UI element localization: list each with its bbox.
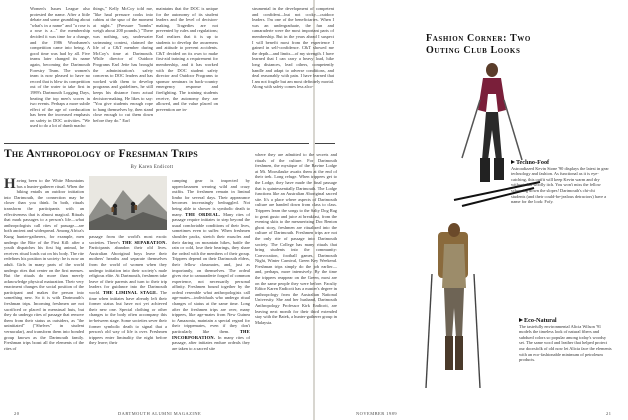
- top-column-3: maintains that the DOC is unique for the autonomy of its student leaders and the level of decision-making. Tragedies are not prevented by rules and regulations; Earl realizes that it is up to students to develop the awareness and attitude to prevent accidents. C&T decided on its own to make first-aid training a requirement for membership, and it has worked with the DOC student safety director and Outdoor Programs to sponsor seminars in back-country emergency response and firefighting. The training students receive, the autonomy they are allowed, and the value placed on prevention are in-: [156, 6, 218, 112]
- top-column-2: things," Kelly McCoy told me, "like haul pressure cooks into cabins at the spur of the moment at night." (Pressure "bombs" weigh about 200 pounds.) "There was nothing, say, underwater swimming contest, claimed the life of a C&T member during McCoy's time at Dartmouth. While director of Outdoor Programs Earl Jette has brought the administration's safety concerns to DOC leaders and has worked with them to develop programs and guidelines, he still keeps his distance from actual decision-making. He likes to say: "You give students enough rope to hang themselves by, then stand close enough to cut them down before they do." Earl: [93, 6, 153, 123]
- left-magazine-name: DARTMOUTH ALUMNI MAGAZINE: [118, 411, 202, 416]
- caption-eco-natural: [519, 318, 613, 408]
- arrow-icon: [511, 160, 515, 164]
- article-column-2: [89, 234, 167, 406]
- left-page-number: 20: [14, 411, 20, 416]
- article-col3-intro: camping gear is inspected by upperclassmen wearing wild and crazy outfits. The freshmen remain in liminal limbo for several days. Their appearance becomes increasingly bedraggled. Not being able to shower is symbolic death to many.: [172, 178, 250, 217]
- subhead-separation: THE SEPARATION.: [121, 239, 167, 245]
- article-column-3: [172, 178, 250, 404]
- top-column-4-visible: strumental in the development of competent and confident—but not cocky—outdoor leaders. I'm one of the beneficiaries. When I was an undergraduate, the fun and camaraderie were the most important parts of membership. But in the years ahead I suspect I will benefit most from the experience I gained in self-confidence. C&T showed me the depth—and limits—of my strength. I have learned that I can carry a heavy load, hike long distances, lead others, competently handle and adapt to adverse conditions, and deal reasonably with pain. I have learned that I am not fragile but am most definitely mortal. Along with safety comes less alco-: [252, 6, 334, 90]
- caption-techno-foof-title: Techno-Foof: [516, 159, 550, 166]
- caption-eco-natural-title: Eco-Natural: [524, 317, 557, 324]
- article-column-4-visible: where they are admitted to the secrets and rituals of the culture. For Dartmouth freshmen, the mystique of the Ravine Lodge at Mt. Moosilauke awaits them at the end of their trek. Long refuge. When trippees get to the Lodge, they have made the final passage that is quintessentially Dartmouth. The Lodge functions like an Australian Aboriginal sacred site. It's a place where aspects of Dartmouth culture are handed down from class to class. Trippees learn the songs to the Salty Dog Rag to great gusto and juice at breakfast, from the evening skits to the mesmerizing Doc Benton ghost story, freshmen are ritualized into the culture of Dartmouth. Freshmen trips are not the only rite of passage into Dartmouth society. The College has many rituals that bring students into the community: Convocation, football games, Dartmouth Night, Winter Carnival, Green Key Weekend. Freshman trips simply do the job earlier—and, perhaps, more intensively. By the time the trippees reappear on the Green, most are on the same people they were before. Faculty Editor Karen Endicott has a master's degree in anthropology from the Australian National University. She and her husband, Dartmouth Anthropology Professor Kirk Endicott, are leaving next month for their third extended stay with the Batek, a hunter-gatherer group in Malaysia.: [255, 152, 337, 325]
- hiking-illustration: [89, 176, 167, 230]
- top-column-1: Women's Issues League also protested the name. After a little debate and some grumbling about "what's in a name" and "a rose is a rose is a..." the membership decided it was time for a change, and the 1986 Woodsmen's competition came into being. A good time was had by all. Five teams later changed its name again, becoming the Dartmouth Forestry Team. The women's team is now pleased to have no record that is blew its competition out of the water to take first in 1989's Dartmouth Logging Days, beating the top men's scores in two events. Perhaps a more subtle effect of the age of coeducation has been the increased emphasis on safety in DOC activities. "We used to do a lot of dumb macho: [30, 6, 90, 129]
- article-col1-text: aving been to the White Mountains has a hunter-gatherer ritual. When the hiking entails an outdoor initiation into Dartmouth, the connection may be closer than you think. In both, rituals transform the participants with an effectiveness that is almost magical. Rituals that mark passages to a person's life—what anthropologists call rites of passage—are both ancient and widespread. Among Africa's Kung hunter-gatherers, for example, men undergo the Rite of the First Kill: after a youth dispatches his first big animal, he receives ritual loads cut on his body. The rite redefines his position in society: he is now an adult. Girls in many parts of the world undergo rites that center on the first menses. But the rituals do more than merely acknowledge physical maturation. Their very enactment changes the social position of the participant and makes the person into something new. So it is with Dartmouth's freshman trips. Incoming freshmen are not sacrificed or placed in menstrual huts, but they do undergo rites of passage that remove them from their status as outsiders, as "the uninitiated" ("Shelves" in student vernacular), and transform them into bonded group known as the Dartmouth family. Freshman trips boast all the elements of the rites of: [4, 178, 84, 351]
- article-col2-separation: Participants abandon their old lives. Australian Aboriginal boys leave their mothers' hearths and separate themselves from the world of women when they undergo initiation into their society's male religious elite. At Dartmouth, freshmen take leave of their parents and turn to their trip leaders for guidance into the Dartmouth world.: [89, 245, 167, 295]
- sidebar-title: Fashion Corner: Two Outing Club Looks: [426, 33, 531, 56]
- arrow-icon: [519, 318, 523, 322]
- right-page-number: 21: [606, 411, 612, 416]
- article-byline: By Karen Endicott: [130, 165, 174, 170]
- right-date: NOVEMBER 1989: [356, 411, 398, 416]
- article-column-1: [4, 178, 84, 404]
- drop-cap: H: [4, 176, 16, 192]
- article-title: The Anthropology of Freshman Trips: [4, 148, 198, 160]
- subhead-liminal-stage: THE LIMINAL STAGE.: [102, 289, 158, 295]
- article-col3-incorporation: In many rites of passage, after initiates endure ordeals they are taken to a sacred site: [172, 334, 250, 351]
- article-col2-intro: passage from the world's most exotic societies. There's: [89, 234, 167, 245]
- caption-eco-natural-text: The tastefully environmental Alicia Wilson '91 models the timeless look of natural fibers and subdued colors so popular among today's woodsy set. The same wool and leather that helped protect our doorsfolk of old now let Alicia face the elements with an eco-fashionable minimum of petroleum products.: [519, 323, 612, 363]
- article-col2-liminal: The time when initiates have already left their former status but have not yet achieved their new one. Special clothing or other changes to the body often accompany this in-between stage. Some societies sever their former symbolic death to signal that a person's old way of life is over. Freshmen trippees enter liminality the night before they leave; their: [89, 289, 167, 346]
- subhead-ordeal: THE ORDEAL.: [185, 211, 221, 217]
- hiker-illustration: [418, 218, 488, 398]
- article-top-rule-right: [315, 143, 335, 144]
- article-col3-ordeal: Many rites of passage require initiates to step beyond the usual comfortable conditions of their lives, sometimes even to suffer. When freshmen shoulder packs, stretch their muscles and their daring on mountain hikes, battle the rain or cold, lose their bearings, they share the ordeal with the members of their group. Trippees depend on their Dartmouth elders, their fellow classmates, and, just as importantly, on themselves. The ordeal gives rise to camaraderie forged of common experience, not necessarily personal affinity. Freshmen bound together by the ordeal resemble what anthropologists call age-mates—individuals who undergo ritual changes of status at the same time. Long after the freshmen trips are over, many trippees, like age-mates from New Guinea to Amazonia, maintain a special regard for their trippemates, even if they don't particularly like them.: [172, 211, 250, 335]
- subhead-incorporation: THE INCORPORATION.: [172, 329, 250, 340]
- article-top-rule: [4, 143, 309, 144]
- caption-techno-foof-text: Astroadizzed Kevin Stone '90 displays the latest in gear technology and fashion. As functional as it is eye-catching, this outfit will keep Kevin warm and dry without that woolly itch. You won't miss the fellow schussing down the slopes! Dartmouth's chi-chi students (and their could-be-jealous detractors) have a name for the look: Fofy.: [511, 165, 609, 205]
- caption-techno-foof: [511, 160, 609, 240]
